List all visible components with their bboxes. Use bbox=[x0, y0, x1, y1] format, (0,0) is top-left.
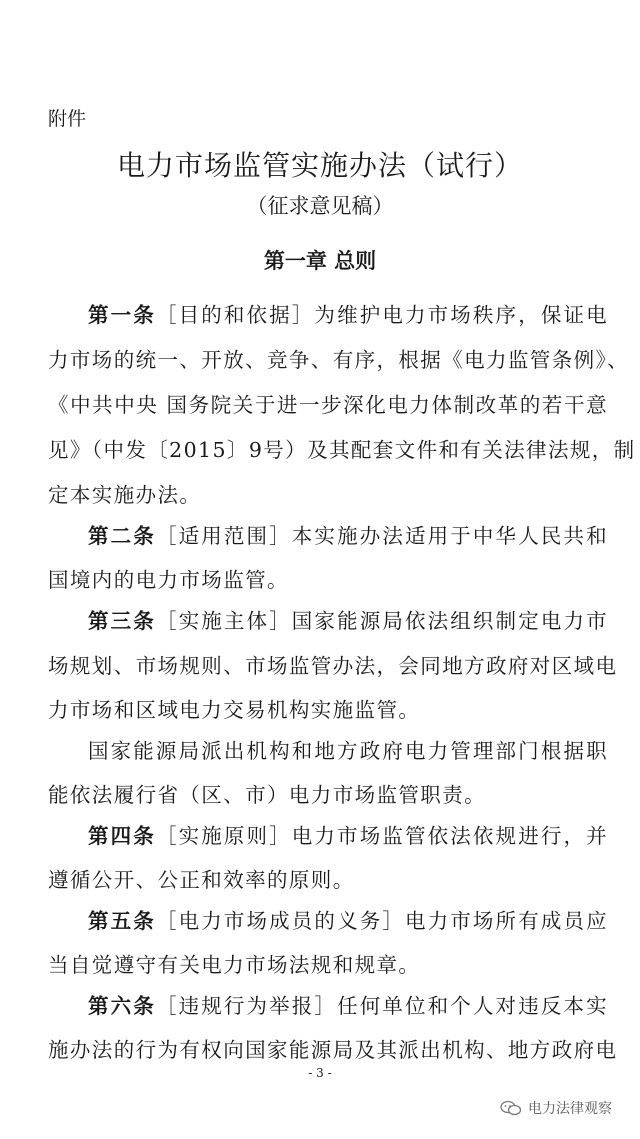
article-1-line-4: 见》（中发〔2015〕9号）及其配套文件和有关法律法规，制 bbox=[48, 438, 636, 462]
article-3-text: ［实施主体］国家能源局依法组织制定电力市 bbox=[155, 609, 609, 633]
article-5-line-2: 当自觉遵守有关电力市场法规和规章。 bbox=[48, 953, 421, 977]
article-1-head: 第一条 bbox=[88, 303, 156, 327]
article-4-line-2: 遵循公开、公正和效率的原则。 bbox=[48, 868, 355, 892]
watermark bbox=[500, 1098, 612, 1118]
article-2-line-1 bbox=[48, 519, 608, 549]
article-6-head: 第六条 bbox=[88, 994, 156, 1018]
document-subtitle: （征求意见稿） bbox=[246, 194, 394, 218]
article-3-line-2: 场规划、市场规则、市场监管办法，会同地方政府对区域电 bbox=[48, 654, 618, 678]
article-1-line-1 bbox=[48, 298, 608, 328]
article-3-line-1 bbox=[48, 604, 608, 634]
page-number: - 3 - bbox=[308, 1066, 332, 1080]
article-4-head: 第四条 bbox=[88, 824, 156, 848]
article-2-line-2: 国境内的电力市场监管。 bbox=[48, 568, 289, 592]
article-5-text: ［电力市场成员的义务］电力市场所有成员应 bbox=[155, 909, 609, 933]
paragraph-line-1: 国家能源局派出机构和地方政府电力管理部门根据职 bbox=[88, 739, 608, 763]
chapter-heading: 第一章 总则 bbox=[263, 249, 377, 273]
article-4-line-1 bbox=[48, 819, 608, 849]
article-4-text: ［实施原则］电力市场监管依法依规进行，并 bbox=[155, 824, 609, 848]
article-5-line-1 bbox=[48, 904, 608, 934]
paragraph-line-2: 能依法履行省（区、市）电力市场监管职责。 bbox=[48, 783, 486, 807]
article-3-line-3: 力市场和区域电力交易机构实施监管。 bbox=[48, 698, 421, 722]
document-title: 电力市场监管实施办法（试行） bbox=[116, 149, 523, 182]
article-5-head: 第五条 bbox=[88, 909, 156, 933]
article-1-line-3: 《中共中央 国务院关于进一步深化电力体制改革的若干意 bbox=[48, 393, 608, 417]
article-3-head: 第三条 bbox=[88, 609, 156, 633]
article-2-head: 第二条 bbox=[88, 524, 156, 548]
article-1-text: ［目的和依据］为维护电力市场秩序，保证电 bbox=[155, 303, 609, 327]
article-1-line-2: 力市场的统一、开放、竞争、有序，根据《电力监管条例》、 bbox=[48, 348, 630, 372]
attachment-label: 附件 bbox=[48, 108, 87, 130]
article-6-text: ［违规行为举报］任何单位和个人对违反本实 bbox=[155, 994, 609, 1018]
article-2-text: ［适用范围］本实施办法适用于中华人民共和 bbox=[155, 524, 609, 548]
wechat-icon bbox=[500, 1100, 522, 1116]
article-1-line-5: 定本实施办法。 bbox=[48, 483, 202, 507]
article-6-line-1 bbox=[48, 989, 608, 1019]
article-6-line-2: 施办法的行为有权向国家能源局及其派出机构、地方政府电 bbox=[48, 1038, 618, 1062]
watermark-text: 电力法律观察 bbox=[528, 1101, 612, 1117]
